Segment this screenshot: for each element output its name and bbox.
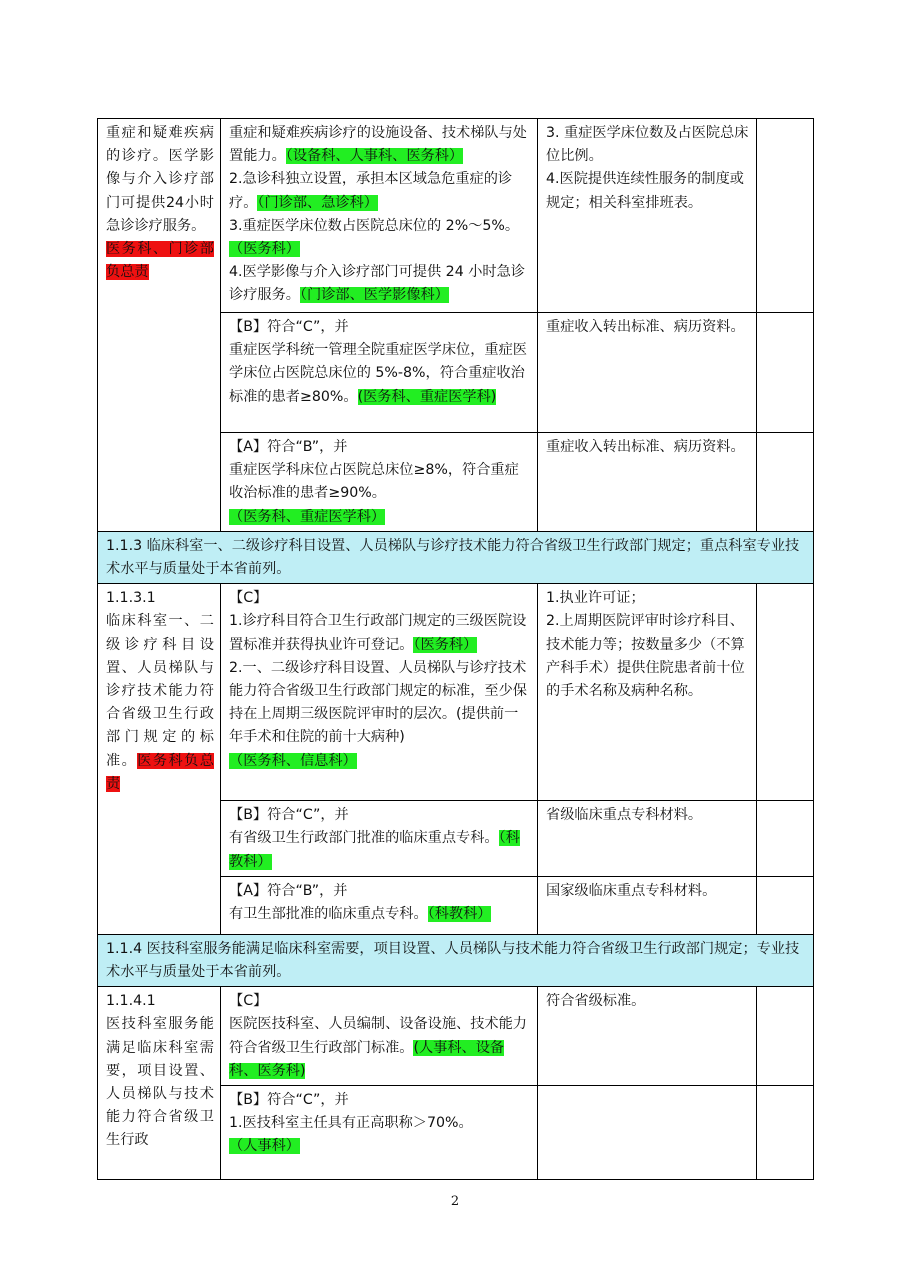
table-row: [98, 531, 814, 583]
dept-tag: （人事科）: [229, 1138, 300, 1155]
dept-tag: （门诊部、医学影像科）: [299, 287, 449, 304]
dept-tag: （门诊部、急诊科）: [257, 194, 378, 211]
standard-c-cell: [221, 584, 538, 801]
table-row: [98, 584, 814, 801]
evidence-item: 4.医院提供连续性服务的制度或规定；相关科室排班表。: [546, 171, 744, 211]
grade-b-heading: 【B】符合“C”，并: [229, 319, 349, 335]
evidence-item: 重症收入转出标准、病历资料。: [546, 319, 745, 335]
evidence-cell: [538, 801, 757, 877]
dept-tag: （医务科）: [413, 636, 478, 653]
grade-b-heading: 【B】符合“C”，并: [229, 1092, 349, 1109]
standard-text: 有卫生部批准的临床重点专科。: [229, 906, 428, 923]
evidence-cell: [538, 313, 757, 433]
standard-item: 1.诊疗科目符合卫生行政部门规定的三级医院设置标准并获得执业许可登记。（医务科）: [229, 613, 527, 653]
grade-c-heading: 【C】: [229, 590, 268, 607]
standard-c-cell: [221, 987, 538, 1086]
table-row: [98, 934, 814, 986]
dept-tag: （医务科、重症医学科）: [229, 508, 386, 525]
standard-text: 有省级卫生行政部门批准的临床重点专科。: [229, 830, 499, 847]
standard-text: 1.医技科室主任具有正高职称＞70%。: [229, 1115, 473, 1132]
item-description: 医技科室服务能满足临床科室需要，项目设置、人员梯队与技术能力符合省级卫生行政: [106, 1016, 214, 1149]
standard-item: 2.急诊科独立设置，承担本区域急危重症的诊疗。（门诊部、急诊科）: [229, 171, 513, 211]
item-description-cell: [98, 119, 221, 532]
standard-text: 重症医学科统一管理全院重症医学床位，重症医学床位占医院总床位的 5%-8%，符合重症收治标准的患者≥80%。: [229, 342, 527, 405]
evidence-item: 省级临床重点专科材料。: [546, 807, 703, 824]
evidence-cell: [538, 987, 757, 1086]
blank-cell: [757, 801, 814, 877]
dept-tag: （设备科、人事科、医务科）: [285, 148, 464, 165]
standard-b-cell: [221, 313, 538, 433]
evidence-cell: [538, 119, 757, 313]
responsible-dept-tag: 医务科、门诊部负总责: [106, 241, 214, 281]
blank-cell: [757, 987, 814, 1086]
evidence-cell: [538, 433, 757, 532]
section-header-1-1-3: 1.1.3 临床科室一、二级诊疗科目设置、人员梯队与诊疗技术能力符合省级卫生行政部门规定；重点科室专业技术水平与质量处于本省前列。: [98, 531, 814, 583]
evidence-item: 2.上周期医院评审时诊疗科目、技术能力等；按数量多少（不算产科手术）提供住院患者前十位的手术名称及病种名称。: [546, 613, 745, 700]
evidence-item: 国家级临床重点专科材料。: [546, 882, 717, 899]
dept-tag: （医务科）: [229, 241, 300, 258]
evidence-item: 重症收入转出标准、病历资料。: [546, 439, 745, 455]
grade-c-heading: 【C】: [229, 993, 268, 1010]
table-row: [98, 119, 814, 313]
item-number: 1.1.4.1: [106, 993, 156, 1010]
evidence-cell: [538, 876, 757, 934]
item-description: 临床科室一、二级诊疗科目设置、人员梯队与诊疗技术能力符合省级卫生行政部门规定的标准。: [106, 613, 214, 769]
grade-a-heading: 【A】符合“B”，并: [229, 882, 348, 899]
responsible-dept-tag: 医务科负总责: [106, 752, 214, 792]
standard-text: 医院医技科室、人员编制、设备设施、技术能力符合省级卫生行政部门标准。: [229, 1016, 527, 1056]
standard-c-cell: [221, 119, 538, 313]
blank-cell: [757, 119, 814, 313]
blank-cell: [757, 1086, 814, 1180]
grade-a-heading: 【A】符合“B”，并: [229, 439, 348, 455]
blank-cell: [757, 313, 814, 433]
page-number: 2: [450, 1194, 460, 1209]
evidence-item: 符合省级标准。: [546, 993, 646, 1010]
evidence-item: 3. 重症医学床位数及占医院总床位比例。: [546, 125, 749, 165]
standard-text: 重症医学科床位占医院总床位≥8%，符合重症收治标准的患者≥90%。: [229, 462, 519, 502]
blank-cell: [757, 584, 814, 801]
standard-b-cell: [221, 1086, 538, 1180]
item-description-cell: [98, 987, 221, 1180]
section-header-1-1-4: 1.1.4 医技科室服务能满足临床科室需要，项目设置、人员梯队与技术能力符合省级卫生行政部门规定；专业技术水平与质量处于本省前列。: [98, 934, 814, 986]
evidence-item: 1.执业许可证；: [546, 590, 645, 607]
standard-a-cell: [221, 433, 538, 532]
evidence-cell: [538, 584, 757, 801]
dept-tag: （医务科、信息科）: [229, 752, 357, 769]
standard-item: 2.一、二级诊疗科目设置、人员梯队与诊疗技术能力符合省级卫生行政部门规定的标准，至少保持在上周期三级医院评审时的层次。(提供前一年手术和住院的前十大病种)（医务科、信息科）: [229, 659, 527, 769]
review-standards-table: [97, 118, 814, 1180]
dept-tag: (人事科、设备科、医务科): [229, 1039, 505, 1079]
standard-a-cell: [221, 876, 538, 934]
standard-item: 4.医学影像与介入诊疗部门可提供 24 小时急诊诊疗服务。（门诊部、医学影像科）: [229, 264, 525, 304]
evidence-cell: [538, 1086, 757, 1180]
item-description: 重症和疑难疾病的诊疗。医学影像与介入诊疗部门可提供24小时急诊诊疗服务。: [106, 125, 214, 234]
standard-item: 重症和疑难疾病诊疗的设施设备、技术梯队与处置能力。（设备科、人事科、医务科）: [229, 125, 527, 165]
blank-cell: [757, 876, 814, 934]
dept-tag: (医务科、重症医学科): [357, 388, 497, 405]
dept-tag: （科教科）: [229, 830, 520, 870]
standard-b-cell: [221, 801, 538, 877]
table-row: [98, 987, 814, 1086]
blank-cell: [757, 433, 814, 532]
grade-b-heading: 【B】符合“C”，并: [229, 807, 349, 824]
item-description-cell: [98, 584, 221, 935]
standard-item: 3.重症医学床位数占医院总床位的 2%～5%。（医务科）: [229, 217, 520, 258]
item-number: 1.1.3.1: [106, 590, 156, 607]
dept-tag: （科教科）: [427, 906, 492, 923]
